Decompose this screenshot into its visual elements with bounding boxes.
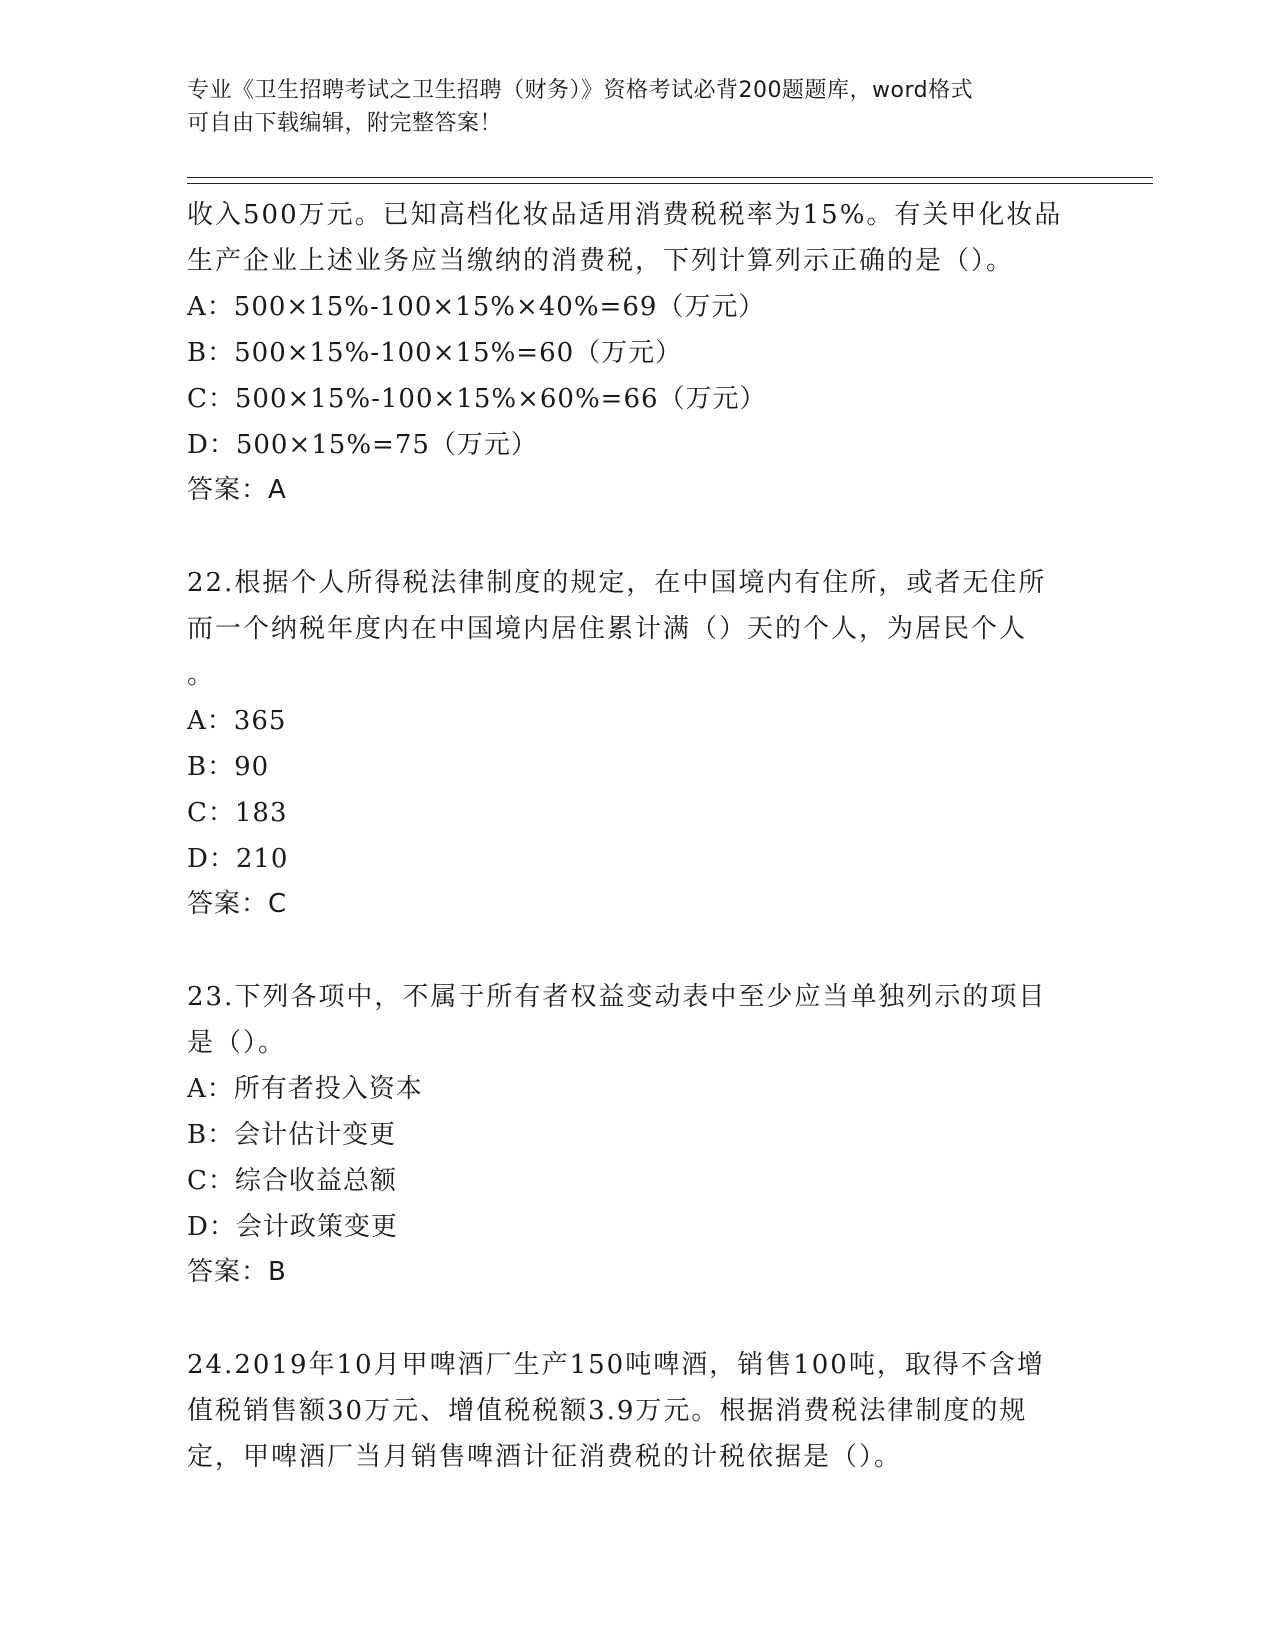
option-d: D：210: [187, 844, 289, 874]
header-line-2: 可自由下载编辑，附完整答案！: [187, 111, 503, 136]
option-c: C：500×15%-100×15%×60%=66（万元）: [187, 384, 767, 414]
question-23: [187, 974, 1087, 1294]
document-body: [187, 192, 1087, 1480]
option-c: C：183: [187, 798, 288, 828]
option-a: A：500×15%-100×15%×40%=69（万元）: [187, 292, 766, 322]
option-a: A：所有者投入资本: [187, 1074, 423, 1104]
answer-line: 答案：B: [187, 1257, 287, 1287]
option-c: C：综合收益总额: [187, 1166, 397, 1196]
header-rule-top: [187, 177, 1153, 178]
question-text-line: 定，甲啤酒厂当月销售啤酒计征消费税的计税依据是（）。: [187, 1442, 903, 1472]
option-d: D：会计政策变更: [187, 1212, 398, 1242]
question-text-line: 收入500万元。已知高档化妆品适用消费税税率为15%。有关甲化妆品: [187, 200, 1063, 230]
question-text-line: 值税销售额30万元、增值税税额3.9万元。根据消费税法律制度的规: [187, 1396, 1028, 1426]
document-header: [187, 74, 1087, 140]
option-b: B：会计估计变更: [187, 1120, 397, 1150]
option-a: A：365: [187, 706, 287, 736]
question-text-line: 生产企业上述业务应当缴纳的消费税，下列计算列示正确的是（）。: [187, 246, 1015, 276]
question-text-line: 是（）。: [187, 1028, 287, 1058]
question-22: [187, 560, 1087, 926]
question-text-line: 23.下列各项中，不属于所有者权益变动表中至少应当单独列示的项目: [187, 982, 1047, 1012]
header-line-1: 专业《卫生招聘考试之卫生招聘（财务）》资格考试必背200题题库，word格式: [187, 78, 974, 103]
option-b: B：90: [187, 752, 270, 782]
answer-line: 答案：A: [187, 475, 287, 505]
question-21: [187, 192, 1087, 512]
header-rule-bottom: [187, 183, 1153, 184]
answer-line: 答案：C: [187, 889, 288, 919]
question-24: [187, 1342, 1087, 1480]
option-b: B：500×15%-100×15%=60（万元）: [187, 338, 683, 368]
question-text-line: 。: [187, 660, 216, 690]
question-text-line: 22.根据个人所得税法律制度的规定，在中国境内有住所，或者无住所: [187, 568, 1047, 598]
question-text-line: 24.2019年10月甲啤酒厂生产150吨啤酒，销售100吨，取得不含增: [187, 1350, 1045, 1380]
question-text-line: 而一个纳税年度内在中国境内居住累计满（）天的个人，为居民个人: [187, 614, 1028, 644]
option-d: D：500×15%=75（万元）: [187, 430, 538, 460]
